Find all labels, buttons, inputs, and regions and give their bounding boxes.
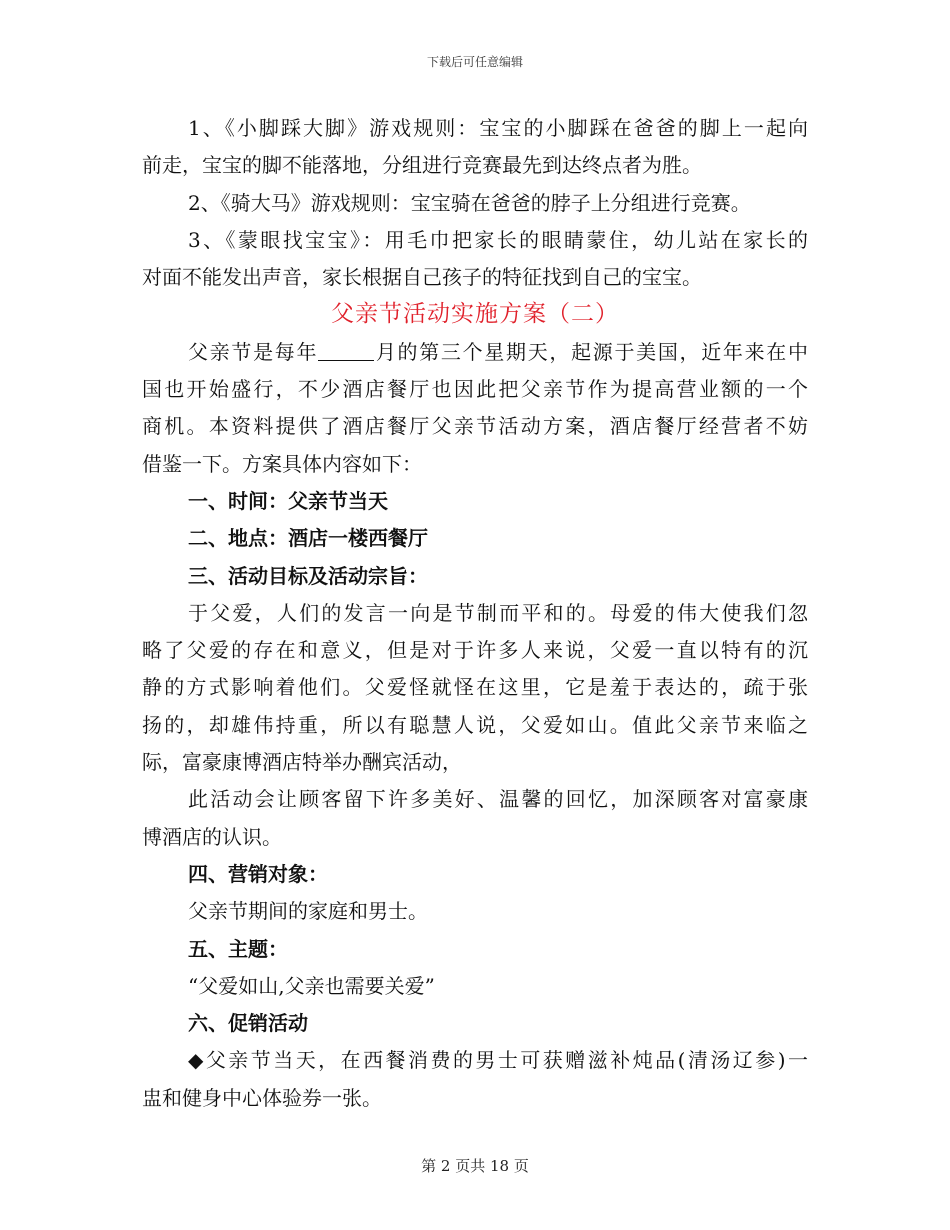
intro-line-4: 借鉴一下。方案具体内容如下： xyxy=(142,451,422,476)
heading-theme: 五、主题： xyxy=(188,936,288,961)
goals-line-2: 略了父爱的存在和意义，但是对于许多人来说，父爱一直以特有的沉 xyxy=(142,638,808,663)
goals-line-5: 际，富豪康博酒店特举办酬宾活动， xyxy=(142,750,462,775)
promotion-line-2: 盅和健身中心体验券一张。 xyxy=(142,1085,382,1110)
rule-1-line-2: 前走，宝宝的脚不能落地，分组进行竞赛最先到达终点者为胜。 xyxy=(142,153,702,178)
heading-goals: 三、活动目标及活动宗旨： xyxy=(188,563,428,588)
impact-line-2: 博酒店的认识。 xyxy=(142,824,282,849)
page-footer: 第 2 页共 18 页 xyxy=(421,1157,529,1175)
heading-time: 一、时间：父亲节当天 xyxy=(188,488,388,513)
intro-text-b: 月的第三个星期天，起源于美国，近年来在中 xyxy=(374,339,809,364)
section-title: 父亲节活动实施方案（二） xyxy=(331,301,619,328)
goals-line-3: 静的方式影响着他们。父爱怪就怪在这里，它是羞于表达的，疏于张 xyxy=(142,675,808,700)
rule-3-line-1: 3、《蒙眼找宝宝》：用毛巾把家长的眼睛蒙住，幼儿站在家长的 xyxy=(188,227,808,252)
month-blank xyxy=(318,340,374,361)
intro-line-3: 商机。本资料提供了酒店餐厅父亲节活动方案，酒店餐厅经营者不妨 xyxy=(142,414,808,439)
rule-2-line: 2、《骑大马》游戏规则：宝宝骑在爸爸的脖子上分组进行竞赛。 xyxy=(188,190,751,215)
target-text: 父亲节期间的家庭和男士。 xyxy=(188,899,428,924)
intro-line-1 xyxy=(142,334,808,371)
page-header: 下载后可任意编辑 xyxy=(426,55,523,69)
intro-line-2: 国也开始盛行，不少酒店餐厅也因此把父亲节作为提高营业额的一个 xyxy=(142,377,808,402)
goals-line-1: 于父爱，人们的发言一向是节制而平和的。母爱的伟大使我们忽 xyxy=(188,600,808,625)
impact-line-1: 此活动会让顾客留下许多美好、温馨的回忆，加深顾客对富豪康 xyxy=(188,787,808,812)
rule-1-line-1: 1、《小脚踩大脚》游戏规则：宝宝的小脚踩在爸爸的脚上一起向 xyxy=(188,116,808,140)
heading-target: 四、营销对象： xyxy=(188,861,328,886)
theme-text: “父爱如山,父亲也需要关爱” xyxy=(188,973,435,998)
heading-promotion: 六、促销活动 xyxy=(188,1011,308,1036)
goals-line-4: 扬的，却雄伟持重，所以有聪慧人说，父爱如山。值此父亲节来临之 xyxy=(142,712,808,737)
promotion-line-1: ◆父亲节当天，在西餐消费的男士可获赠滋补炖品(清汤辽参)一 xyxy=(188,1048,808,1073)
document-body xyxy=(142,110,808,1117)
rule-3-line-2: 对面不能发出声音，家长根据自己孩子的特征找到自己的宝宝。 xyxy=(142,265,702,290)
heading-location: 二、地点：酒店一楼西餐厅 xyxy=(188,526,428,551)
intro-text-a: 父亲节是每年 xyxy=(188,339,319,364)
